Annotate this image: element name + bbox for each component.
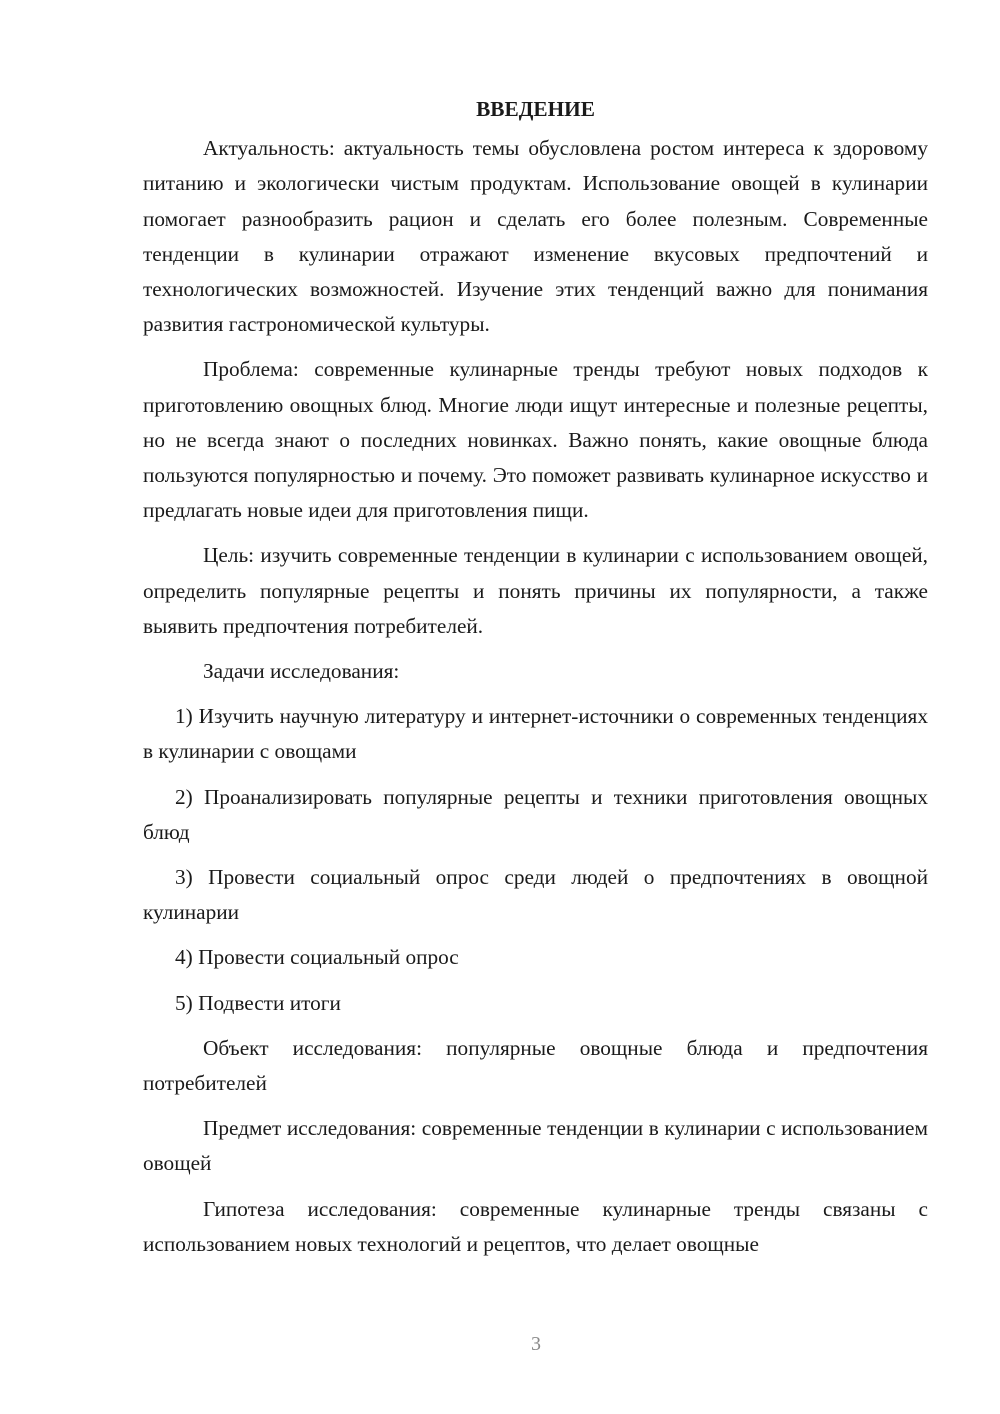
paragraph-problem: Проблема: современные кулинарные тренды требуют новых подходов к приготовлению овощных блюд. Многие люди ищут интересные и полезные рецепты, но не всегда знают о последних новинках. Важно понять, какие овощные блюда пользуются популярностью и почему. Это поможет развивать кулинарное искусство и предлагать новые идеи для приготовления пищи. — [143, 357, 928, 523]
section-title: ВВЕДЕНИЕ — [476, 97, 595, 121]
paragraph-tasks-heading: Задачи исследования: — [203, 659, 400, 684]
task-item-4: 4) Провести социальный опрос — [175, 945, 459, 970]
page-number: 3 — [531, 1333, 541, 1355]
paragraph-hypothesis: Гипотеза исследования: современные кулинарные тренды связаны с использованием новых технологий и рецептов, что делает овощные — [143, 1196, 928, 1256]
paragraph-relevance: Актуальность: актуальность темы обусловлена ростом интереса к здоровому питанию и экологически чистым продуктам. Использование овощей в кулинарии помогает разнообразить рацион и сделать его более полезным. Современные тенденции в кулинарии отражают изменение вкусовых предпочтений и технологических возможностей. Изучение этих тенденций важно для понимания развития гастрономической культуры. — [143, 136, 928, 337]
paragraph-object: Объект исследования: популярные овощные блюда и предпочтения потребителей — [143, 1035, 928, 1096]
paragraph-goal: Цель: изучить современные тенденции в кулинарии с использованием овощей, определить популярные рецепты и понять причины их популярности, а также выявить предпочтения потребителей. — [143, 543, 928, 638]
document-page — [143, 92, 928, 1272]
task-item-3: 3) Провести социальный опрос среди людей о предпочтениях в овощной кулинарии — [143, 865, 928, 925]
paragraph-subject: Предмет исследования: современные тенденции в кулинарии с использованием овощей — [143, 1116, 928, 1176]
task-item-5: 5) Подвести итоги — [175, 990, 341, 1015]
task-item-2: 2) Проанализировать популярные рецепты и техники приготовления овощных блюд — [143, 784, 928, 844]
task-item-1: 1) Изучить научную литературу и интернет-источники о современных тенденциях в кулинарии с овощами — [143, 704, 928, 764]
